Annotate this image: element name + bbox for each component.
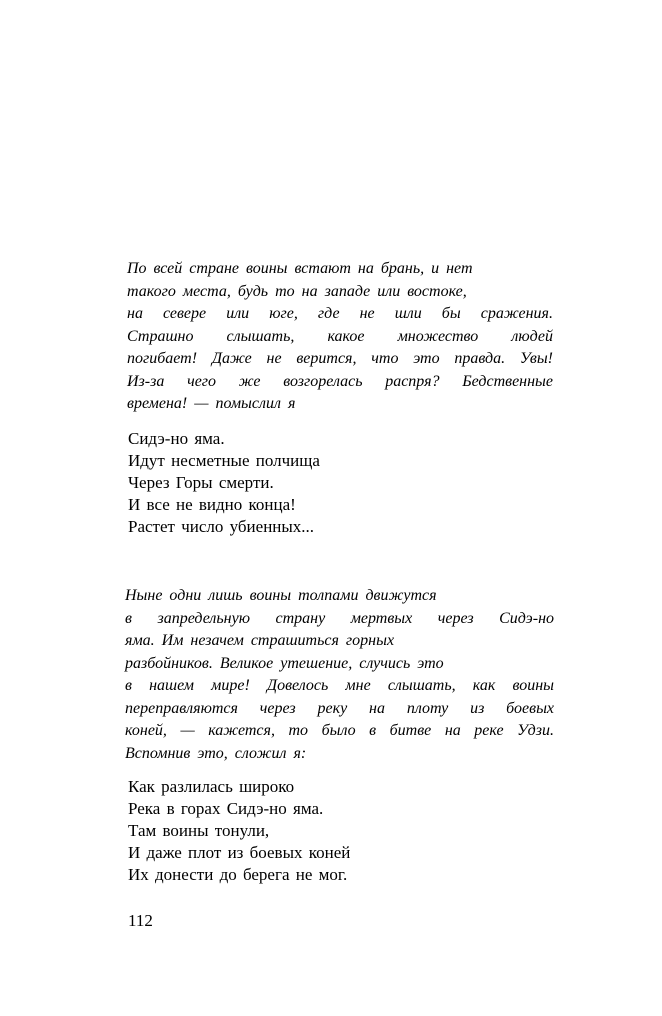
verse-line: И все не видно конца! [128, 495, 296, 514]
verse-line: Там воины тонули, [128, 821, 270, 840]
verse-stanza-2 [128, 776, 548, 886]
prose-line: Из-за чего же возгорелась распря? Бедственные [127, 372, 553, 390]
prose-line: Страшно слышать, какое множество людей [127, 327, 553, 345]
prose-line: разбойников. Великое утешение, случись это [125, 654, 444, 672]
prose-line: на севере или юге, где не шли бы сражения. [127, 305, 553, 322]
verse-line: И даже плот из боевых коней [128, 843, 351, 862]
verse-line: Сидэ-но яма. [128, 429, 225, 448]
prose-line: коней, — кажется, то было в битве на реке Удзи. [125, 722, 554, 739]
verse-line: Как разлилась широко [128, 777, 295, 796]
verse-line: Идут несметные полчища [128, 451, 320, 470]
prose-paragraph-1 [127, 258, 553, 416]
prose-line: переправляются через реку на плоту из боевых [125, 699, 554, 717]
prose-line: времена! — помыслил я [127, 395, 296, 412]
verse-line: Река в горах Сидэ-но яма. [128, 799, 324, 818]
prose-line: в запредельную страну мертвых через Сидэ-но [125, 609, 554, 627]
verse-stanza-1 [128, 428, 548, 538]
verse-line: Через Горы смерти. [128, 473, 274, 492]
prose-paragraph-2 [125, 585, 554, 765]
verse-line: Их донести до берега не мог. [128, 865, 348, 884]
prose-line: в нашем мире! Довелось мне слышать, как воины [125, 677, 554, 694]
prose-line: Ныне одни лишь воины толпами движутся [125, 587, 437, 604]
prose-line: Вспомнив это, сложил я: [125, 744, 307, 762]
prose-line: яма. Им незачем страшиться горных [125, 632, 395, 649]
prose-line: погибает! Даже не верится, что это правда. Увы! [127, 350, 553, 367]
prose-line: По всей стране воины встают на брань, и нет [127, 260, 473, 277]
prose-line: такого места, будь то на западе или востоке, [127, 282, 467, 300]
page-number: 112 [128, 911, 153, 930]
verse-line: Растет число убиенных... [128, 517, 315, 536]
